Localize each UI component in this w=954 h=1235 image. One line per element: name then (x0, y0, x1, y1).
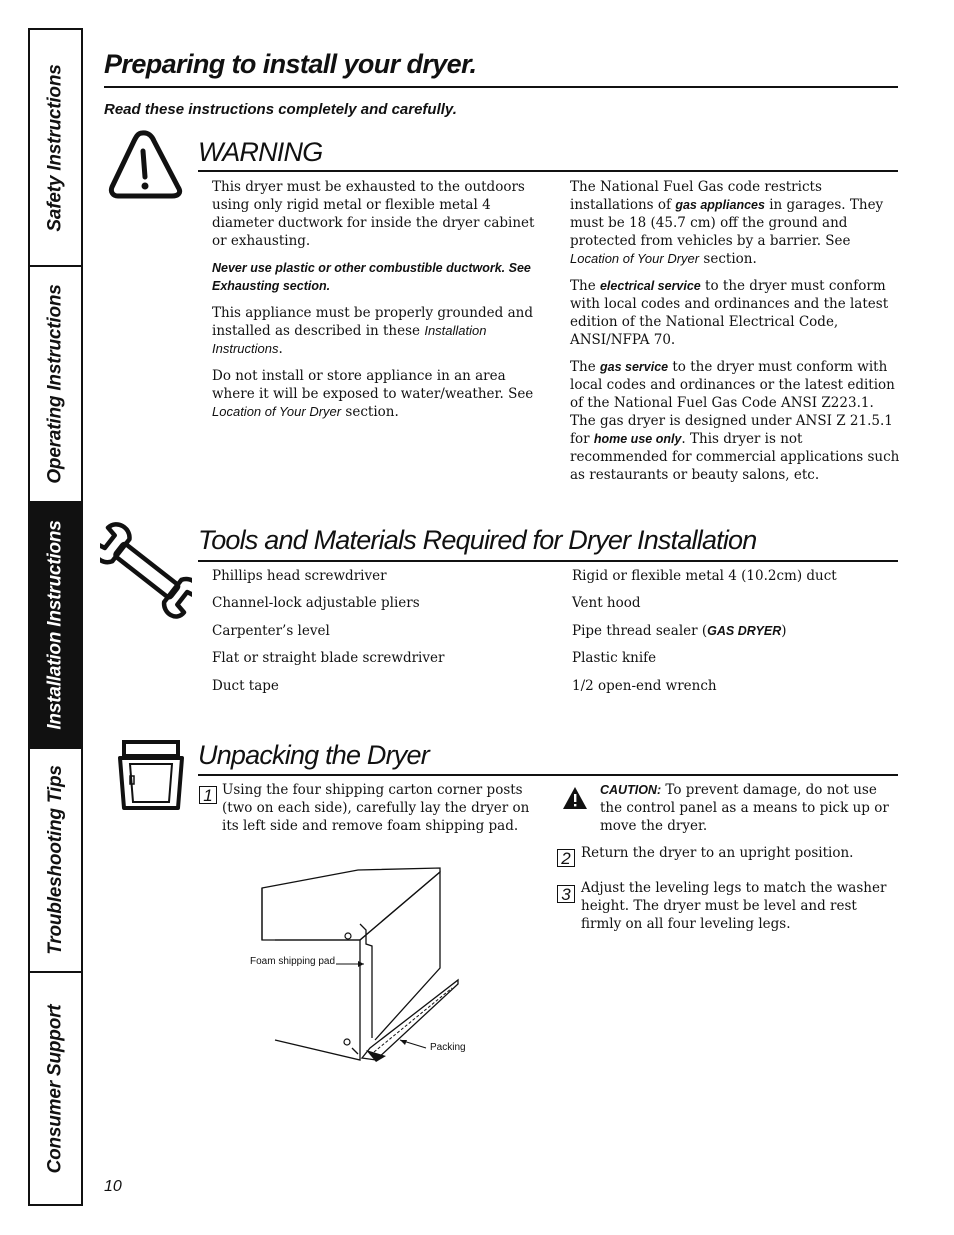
step-number: 3 (557, 885, 575, 903)
tools-left-list (212, 568, 542, 705)
figure-label-packing: Packing (430, 1042, 466, 1053)
page-title: Preparing to install your dryer. (104, 49, 477, 79)
list-item: Rigid or flexible metal 4 (10.2cm) duct (572, 568, 837, 584)
unpacking-divider (198, 774, 898, 776)
list-item: 1/2 open-end wrench (572, 677, 717, 694)
warning-divider (198, 170, 898, 172)
wrench-icon (100, 514, 192, 626)
warning-triangle-icon (104, 127, 186, 201)
tab-safety-instructions[interactable] (30, 30, 81, 267)
tab-label: Installation Instructions (44, 520, 66, 730)
tab-installation-instructions[interactable] (30, 503, 81, 749)
tab-consumer-support[interactable] (30, 973, 81, 1204)
list-item: Duct tape (212, 677, 279, 694)
tab-operating-instructions[interactable] (30, 267, 81, 503)
warning-paragraph: The electrical service to the dryer must conform with local codes and ordinances and the latest edition of the National Electrical Code, ANSI/NFPA 70. (570, 278, 889, 348)
tab-label: Troubleshooting Tips (44, 765, 66, 955)
warning-paragraph: The gas service to the dryer must conform with local codes and ordinances or the latest edition of the National Fuel Gas Code ANSI Z223.1. The gas dryer is designed under ANSI Z 21.5.1 for home use only. This dryer is not recommended for commercial applications such as restaurants or beauty salons, etc. (570, 359, 900, 483)
list-item: Pipe thread sealer (GAS DRYER) (572, 622, 787, 639)
tools-heading: Tools and Materials Required for Dryer Installation (198, 525, 757, 555)
page-subtitle: Read these instructions completely and carefully. (104, 101, 457, 118)
list-item: Carpenter’s level (212, 622, 330, 639)
warning-paragraph-bold: Never use plastic or other combustible ductwork. See Exhausting section. (212, 261, 531, 293)
list-item: Flat or straight blade screwdriver (212, 650, 445, 667)
caution-text: CAUTION: To prevent damage, do not use the control panel as a means to pick up or move the dryer. (600, 782, 889, 834)
list-item: Phillips head screwdriver (212, 568, 387, 584)
warning-paragraph: This dryer must be exhausted to the outdoors using only rigid metal or flexible metal 4 diameter ductwork for inside the dryer cabinet or exhausting. (212, 179, 535, 249)
dryer-icon (116, 738, 186, 812)
caution-icon (562, 786, 588, 810)
list-item: Channel-lock adjustable pliers (212, 595, 420, 612)
list-item: Plastic knife (572, 650, 657, 667)
tab-label: Safety Instructions (44, 63, 66, 232)
warning-paragraph: This appliance must be properly grounded and installed as described in these Installation Instructions. (212, 305, 533, 357)
tab-label: Operating Instructions (44, 284, 66, 484)
step-number: 2 (557, 849, 575, 867)
warning-heading: WARNING (198, 137, 323, 167)
warning-left-column (212, 178, 537, 430)
tab-label: Consumer Support (44, 1004, 66, 1173)
list-item: Vent hood (572, 595, 641, 612)
page-number: 10 (104, 1178, 122, 1195)
tools-divider (198, 560, 898, 562)
step-number: 1 (199, 786, 217, 804)
side-tab-navigation (28, 28, 83, 1206)
tab-troubleshooting-tips[interactable] (30, 749, 81, 973)
warning-right-column (570, 178, 900, 493)
unpacking-heading: Unpacking the Dryer (198, 740, 429, 770)
step-1-text: Using the four shipping carton corner posts (two on each side), carefully lay the dryer on its left side and remove foam shipping pad. (222, 782, 530, 834)
step-2-text: Return the dryer to an upright position. (581, 845, 854, 861)
warning-paragraph: Do not install or store appliance in an area where it will be exposed to water/weather. See Location of Your Dryer section. (212, 368, 534, 420)
step-3-text: Adjust the leveling legs to match the washer height. The dryer must be level and rest firmly on all four leveling legs. (581, 880, 887, 932)
tools-right-list (572, 568, 898, 705)
figure-label-foam: Foam shipping pad (250, 956, 336, 967)
warning-paragraph: The National Fuel Gas code restricts installations of gas appliances in garages. They must be 18 (45.7 cm) off the ground and protected from vehicles by a barrier. See Location of Your Dryer section. (570, 179, 884, 267)
title-divider (104, 86, 898, 88)
